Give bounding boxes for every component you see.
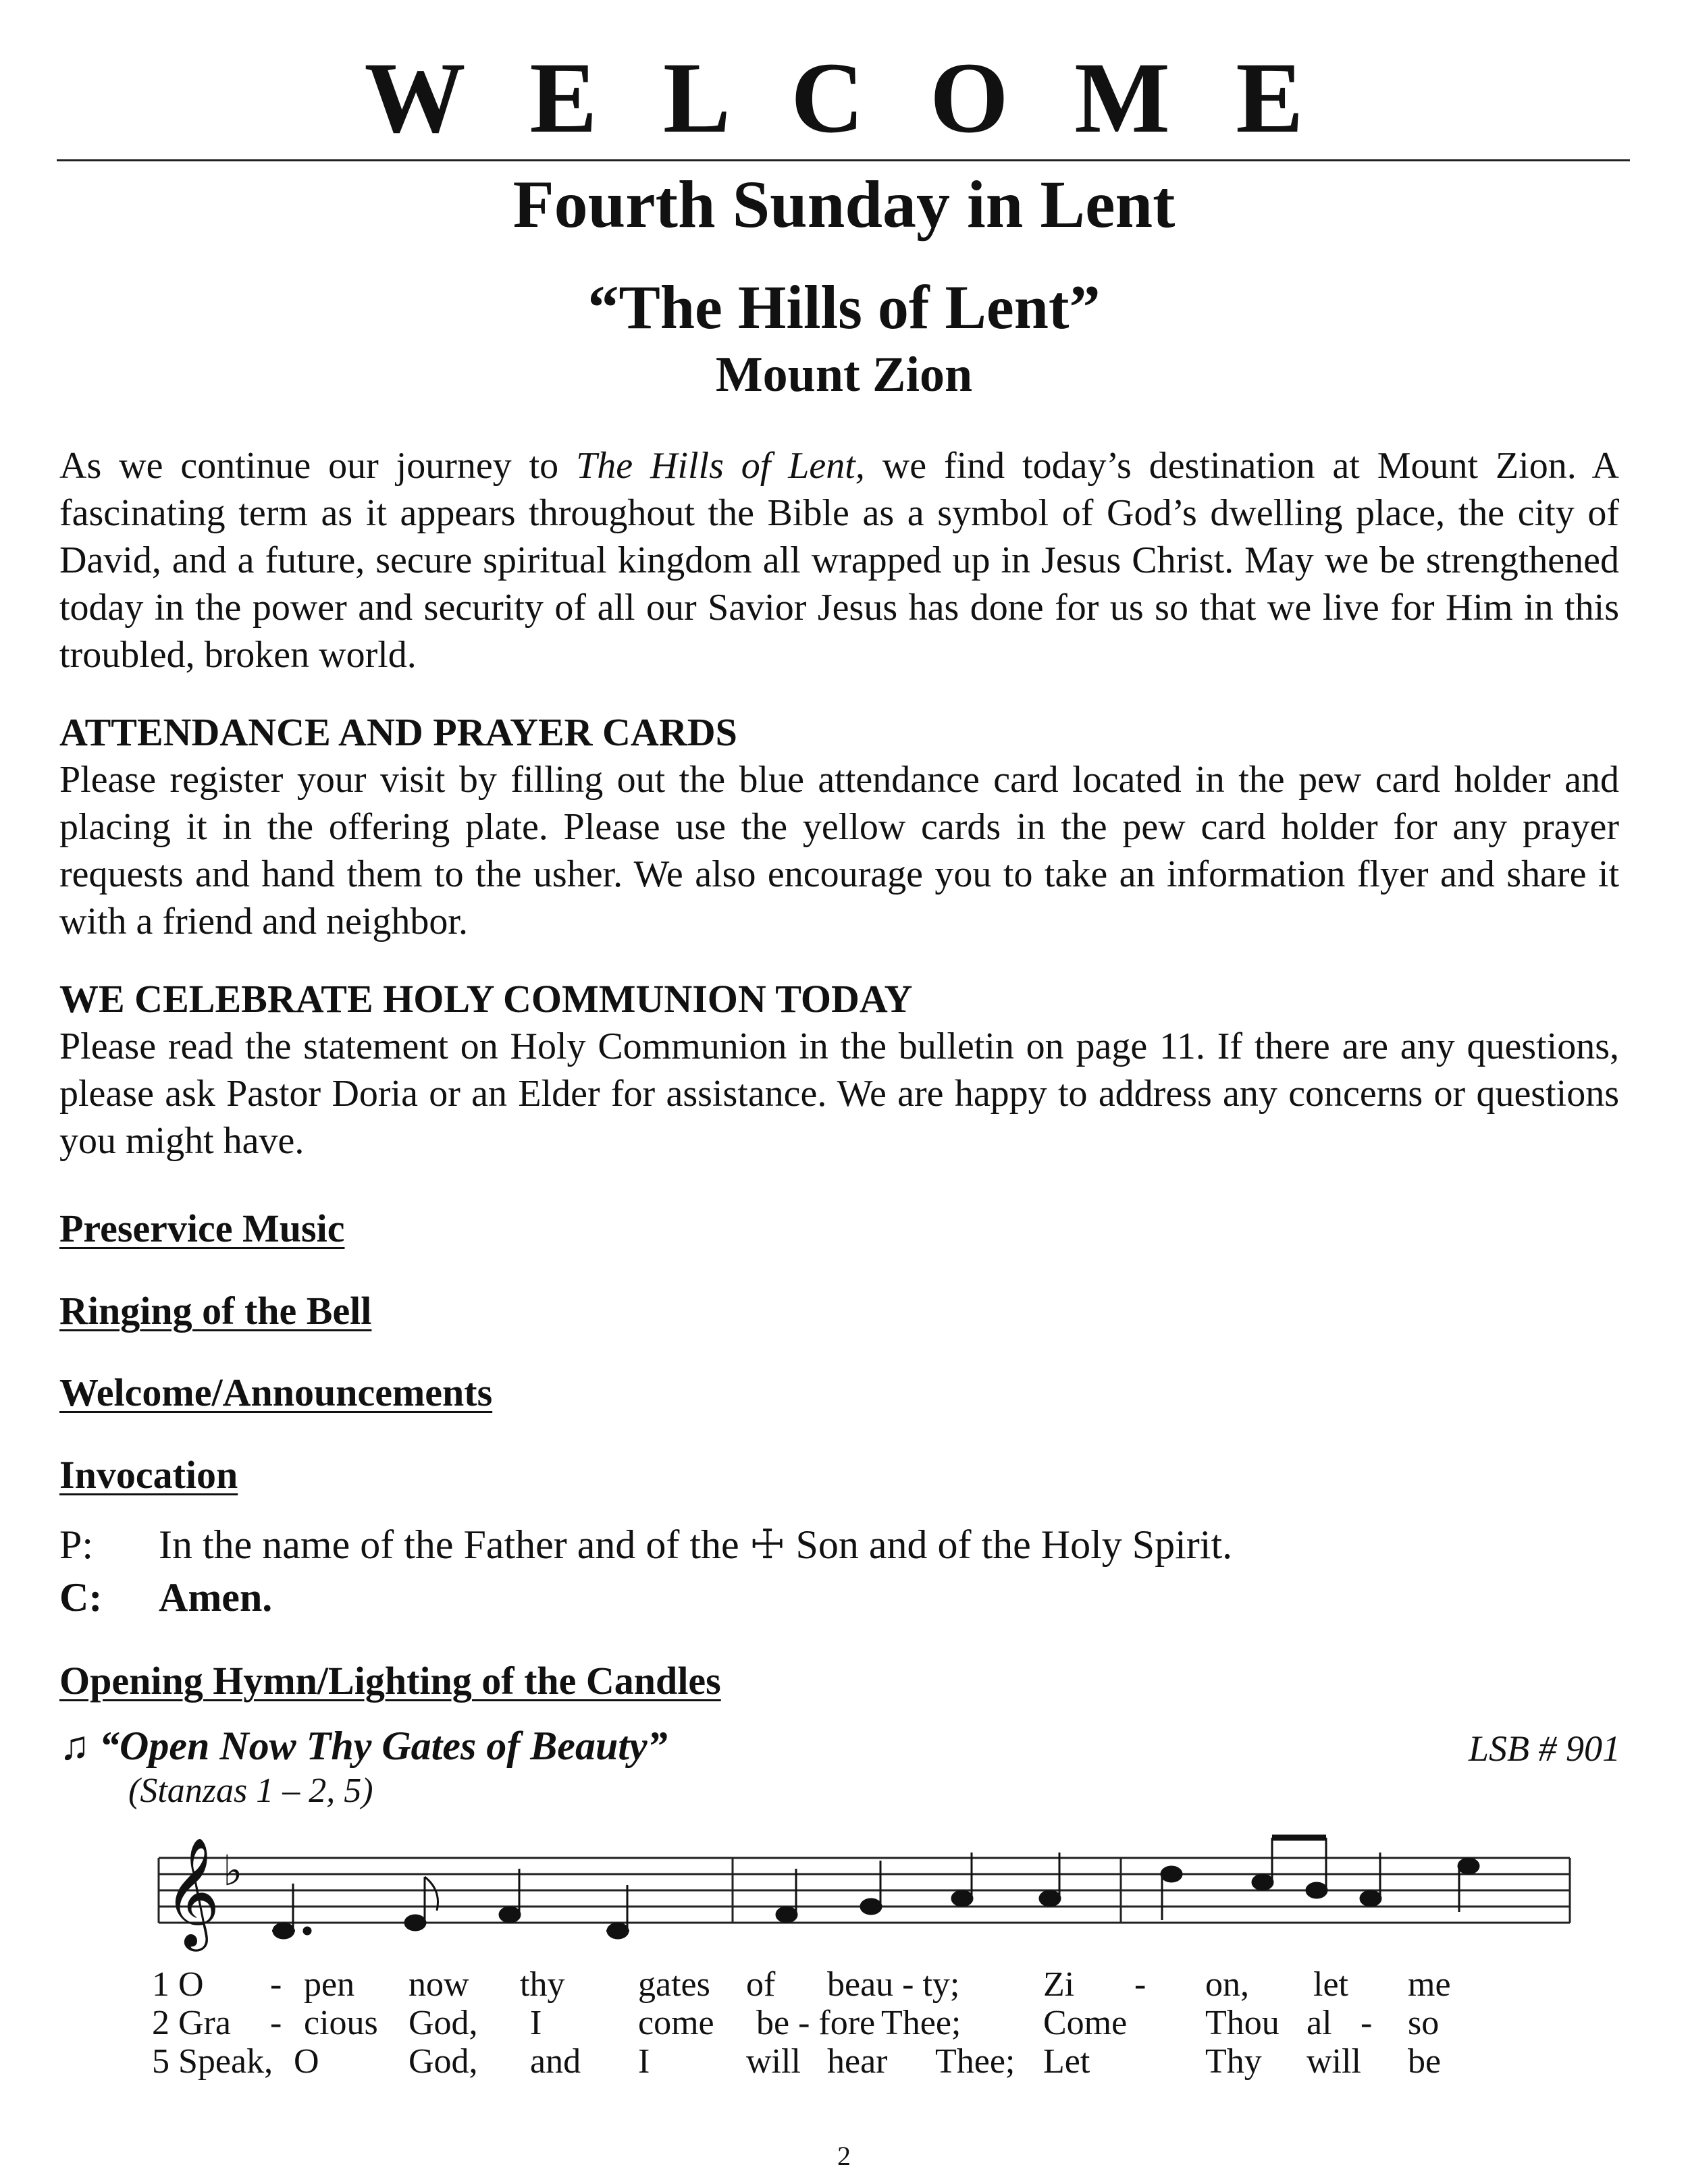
lyric-syllable: God, bbox=[408, 2042, 478, 2081]
note bbox=[500, 1907, 520, 1922]
title-rule bbox=[57, 159, 1630, 161]
lyric-syllable: Let bbox=[1043, 2042, 1090, 2081]
lyric-syllable: O bbox=[294, 2042, 319, 2081]
section-preservice-music: Preservice Music bbox=[59, 1206, 345, 1250]
lyric-syllable: so bbox=[1408, 2004, 1440, 2042]
note bbox=[1361, 1891, 1381, 1906]
note bbox=[776, 1907, 797, 1922]
note bbox=[405, 1915, 425, 1930]
note bbox=[1161, 1867, 1182, 1882]
lyric-syllable: be - fore bbox=[756, 2004, 876, 2042]
lyric-syllable: God, bbox=[408, 2004, 478, 2042]
subtitle: Fourth Sunday in Lent bbox=[512, 167, 1176, 242]
lyric-syllable: Thy bbox=[1205, 2042, 1262, 2081]
section-welcome-announcements: Welcome/Announcements bbox=[59, 1370, 493, 1414]
lyric-syllable: cious bbox=[304, 2004, 378, 2042]
lyric-syllable: of bbox=[746, 1965, 776, 2004]
page-title: W E L C O M E bbox=[364, 42, 1324, 154]
lyric-syllable: Thou bbox=[1205, 2004, 1280, 2042]
lyric-syllable: now bbox=[408, 1965, 469, 2004]
congregation-text: Amen. bbox=[159, 1575, 273, 1620]
intro-text-1: As we continue our journey to bbox=[59, 445, 577, 487]
intro-text-2: we find today’s destination at Mount Zion. A fascinating term as it appears throughout the Bible as a symbol of God’s dwelling place, the city of David, and a future, secure spiritual kingdom all wrapped up in Jesus Christ. May we be strengthened today in the power and security of all our Savior Jesus has done for us so that we live for Him in this troubled, broken world. bbox=[59, 445, 1619, 676]
lyric-syllable: me bbox=[1408, 1965, 1451, 2004]
lyric-syllable: let bbox=[1313, 1965, 1348, 2004]
note bbox=[952, 1891, 972, 1906]
attendance-paragraph: Please register your visit by filling out the blue attendance card located in the pew card holder and placing it in the offering plate. Please use the yellow cards in the pew card holder for any prayer requests and hand them to the usher. We also encourage you to take an information flyer and share it with a friend and neighbor. bbox=[59, 759, 1619, 942]
lyric-syllable: al bbox=[1307, 2004, 1332, 2042]
hymn-number: LSB # 901 bbox=[1468, 1728, 1620, 1769]
intro-italic: The Hills of Lent, bbox=[576, 445, 865, 487]
lyric-syllable: come bbox=[638, 2004, 714, 2042]
lyric-syllable: 1 O bbox=[152, 1965, 204, 2004]
lyric-syllable: Zi bbox=[1043, 1965, 1075, 2004]
lyric-syllable: pen bbox=[304, 1965, 355, 2004]
lyric-syllable: beau - ty; bbox=[827, 1965, 960, 2004]
section-ringing-bell: Ringing of the Bell bbox=[59, 1289, 372, 1333]
lyric-syllable: gates bbox=[638, 1965, 710, 2004]
treble-clef-icon: 𝄞 bbox=[164, 1837, 220, 1947]
note bbox=[1307, 1883, 1327, 1898]
lyric-syllable: Thee; bbox=[935, 2042, 1016, 2081]
music-note-icon: ♫ bbox=[59, 1724, 90, 1768]
lyric-syllable: 5 Speak, bbox=[152, 2042, 273, 2081]
communion-paragraph: Please read the statement on Holy Communion in the bulletin on page 11. If there are any questions, please ask Pastor Doria or an Elder for assistance. We are happy to address any concerns or questions you might have. bbox=[59, 1026, 1619, 1162]
pastor-role: P: bbox=[59, 1522, 94, 1567]
page-number: 2 bbox=[837, 2141, 851, 2171]
hymn-stanzas: (Stanzas 1 – 2, 5) bbox=[128, 1772, 373, 1810]
lyric-row-3 bbox=[152, 2042, 1570, 2082]
lyric-syllable: hear bbox=[827, 2042, 888, 2081]
intro-paragraph bbox=[59, 442, 1619, 678]
flat-sign-icon: ♭ bbox=[223, 1846, 243, 1895]
hymn-title: “Open Now Thy Gates of Beauty” bbox=[99, 1724, 668, 1768]
lyric-syllable: Thee; bbox=[881, 2004, 961, 2042]
lyric-syllable: I bbox=[530, 2004, 542, 2042]
lyric-syllable: on, bbox=[1205, 1965, 1249, 2004]
music-staff bbox=[152, 1823, 1583, 1965]
section-invocation: Invocation bbox=[59, 1453, 238, 1497]
lyric-syllable: 2 Gra bbox=[152, 2004, 231, 2042]
lyric-row-1 bbox=[152, 1965, 1570, 2005]
lyric-syllable: and bbox=[530, 2042, 581, 2081]
lyric-syllable: thy bbox=[520, 1965, 565, 2004]
congregation-role: C: bbox=[59, 1575, 103, 1620]
lyric-syllable: be bbox=[1408, 2042, 1442, 2081]
lyric-syllable: - bbox=[1361, 2004, 1373, 2042]
pastor-text: In the name of the Father and of the ☩ Son and of the Holy Spirit. bbox=[159, 1522, 1233, 1567]
lyric-row-2 bbox=[152, 2003, 1570, 2044]
note bbox=[861, 1899, 881, 1914]
series-theme: “The Hills of Lent” bbox=[587, 273, 1101, 342]
note bbox=[1458, 1859, 1479, 1873]
lyric-syllable: - bbox=[270, 2004, 282, 2042]
attendance-heading: ATTENDANCE AND PRAYER CARDS bbox=[59, 710, 737, 754]
lyric-syllable: I bbox=[638, 2042, 650, 2081]
section-opening-hymn: Opening Hymn/Lighting of the Candles bbox=[59, 1659, 721, 1703]
note bbox=[1252, 1875, 1273, 1890]
note bbox=[1040, 1891, 1060, 1906]
lyric-syllable: - bbox=[1134, 1965, 1146, 2004]
lyric-syllable: will bbox=[1307, 2042, 1361, 2081]
hymn-title-line bbox=[59, 1720, 668, 1772]
location-heading: Mount Zion bbox=[715, 347, 973, 402]
lyric-syllable: Come bbox=[1043, 2004, 1128, 2042]
lyric-syllable: - bbox=[270, 1965, 282, 2004]
communion-heading: WE CELEBRATE HOLY COMMUNION TODAY bbox=[59, 977, 913, 1021]
lyric-syllable: will bbox=[746, 2042, 801, 2081]
